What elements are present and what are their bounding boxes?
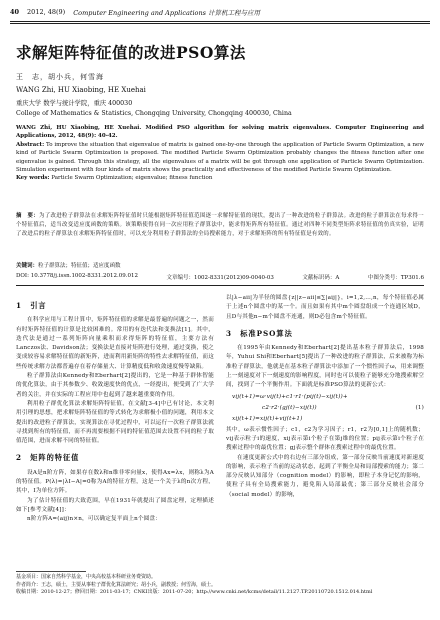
footnote [16,574,424,597]
equation-position [226,415,424,424]
journal-name: Computer Engineering and Applications 计算机工程与应用 [73,8,261,17]
paragraph: 在速度更新公式中的右边有三部分组成，第一部分反映当前速度对新速度的影响，表示粒子当前的运动状态，起到了平衡全局和局部搜索的能力；第二部分反映认知部分（cognition model）的影响，即粒子本身记忆的影响，使粒子具有全局搜索能力，避免陷入局部最优；第三部分反映社会部分（social model）的影响， [226,454,424,498]
equation-line: vij(t+1)=ω·vij(t)+c1·r1·(pij(t)−xij(t))+ [232,393,348,400]
page-number: 40 [10,8,20,16]
abstract-en [16,124,424,183]
equation-line: xij(t+1)=xij(t)+vij(t+1) [232,415,303,422]
doi: DOI: 10.3778/j.issn.1002-8331.2012.09.012 [16,273,139,279]
abstract-cn [16,212,424,240]
affiliation-cn: 重庆大学 数学与统计学院，重庆 400030 [16,100,133,107]
header-rule-thin [10,23,430,24]
clc-number: 中图分类号：TP301.6 [367,275,424,281]
keywords-en-label: Key words: [16,175,50,182]
abstract-cn-label: 摘 要： [16,213,39,219]
meta-rule [16,285,424,286]
paragraph: 其中，ω表示惯性因子；c1，c2为学习因子；r1，r2为[0,1]上的随机数；vij表示粒子i的速度，xij表示第i个粒子在第j维的位置；pij表示第i个粒子在搜索过程中的最优位置；gj表示整个群体在搜索过程中的最优位置。 [226,426,424,452]
footnote-author: 作者简介：王志，硕士，主要从事粒子群优化算法研究；胡小兵，副教授；何雪海，硕士。 [16,581,217,588]
paragraph: 粒子群算法由Kennedy和Eberhart[2]提出的，它是一种基于群体智能的优化算法，由于其参数少、收敛速度快的优点，一经提出，便受到了广大学者的关注，并在实际的工程应用中也起到了越来越重要的作用。 [16,373,214,398]
keywords-cn-line [16,261,424,269]
paragraph: 在科学应用与工程计算中，矩阵特征值的求解是最普遍的问题之一，然而有时矩阵特征值的计算是比较困难的。常用的有迭代法和变换法[1]。其中，迭代法是通过一系列矩阵向量乘积而求得矩阵的特征值，主要方法有Lanczos法、Davidson法；变换法是直接对矩阵进行处理，通过变换，使之变成较容易求解特征值的新矩阵，进而利用新矩阵的特性去求解特征值，而这些传统求解方法都普遍存在着存储量大、计算精度低和收敛速度慢等缺陷。 [16,317,214,370]
paragraph: 在1995年由Kennedy和Eberhart[2]提出基本粒子群算法后，1998年，Yuhui Shi和Eberhart[5]提出了一种改进的粒子群算法，后来被称为标准粒子群算法，他就是在基本粒子群算法中添加了一个惯性因子ω，用来调整上一刻速度对下一刻速度的影响程度，同时也可以使粒子能够充分地搜索解空间，找到了一个平衡作用。下面就是标准PSO算法的更新公式： [226,345,424,389]
paragraph: 以|λ−aii|为半径的圆盘{z||z−aii|≤∑|aij|}，i=1,2,…,n，每个特征值必属于上述n个圆盘中的某一个。而且如果有其中m个圆盘组成一个连通区域D，且D与其他n−m个圆盘不连通，则D必包含m个特征值。 [226,295,424,320]
citation: WANG Zhi, HU Xiaobing, HE Xuehai. Modified PSO algorithm for solving matrix eigenvalues. Computer Engineering and Applications, 2012, 48(9): 40-42. [16,125,424,140]
page-header [10,4,430,20]
section-heading-eigen: 2 矩阵的特征值 [16,453,80,463]
abstract-en-label: Abstract: [16,141,45,148]
paper-title: 求解矩阵特征值的改进PSO算法 [16,43,246,62]
body-left-column [16,294,214,525]
keywords-cn: 粒子群算法；特征值；适应度函数 [38,263,121,269]
body-right-column [226,294,424,500]
paragraph: 为了估计特征值的大致范围，早在1931年就提出了圆盘定理，定理描述如下[参考文献[4]]： [16,497,214,513]
issue-info: 2012, 48(9) [27,8,66,16]
section-heading-intro: 1 引言 [16,301,47,310]
footnote-fund: 基金项目：国家自然科学基金，中央高校基本科研业务费资助。 [16,574,157,580]
header-rule [10,21,430,22]
article-meta [16,273,424,281]
section-heading-pso: 3 标准PSO算法 [226,328,293,338]
footnote-dates: 收稿日期：2010-12-27；修回日期：2011-03-17；CNKI出版：2011-07-20；http://www.cnki.net/kcms/detail/11.2127.TP.20110720.1512.014.html [16,589,373,595]
keywords-cn-label: 关键词： [16,263,39,269]
abstract-en-text: To improve the situation that eigenvalue of matrix is gained one-by-one through the application of Particle Swarm Optimization, a new kind of Particle Swarm Optimization is proposed. The modified Particle Swarm Optimization probably changes the fitness function after one eigenvalue is gained. Through this strategy, all the eigenvalues of a matrix will be got through one application of Particle Swarm Optimization. Simulation experiment with four kinds of matrix shows the practicality and effectiveness of the modified Particle Swarm Optimization. [16,141,424,174]
paragraph: 设A是n阶方阵，如果存在数λ和n维非零向量x，使得Ax=λx，则称λ为A的特征值。P(λ)=|λI−A|=0称为A的特征方程，这是一个关于λ的n次方程，其中，I为单位方阵。 [16,469,214,495]
footnote-rule [16,571,86,572]
equation-line: c2·r2·(gj(t)−xij(t)) [262,404,317,411]
keywords-en: Particle Swarm Optimization; eigenvalue; fitness function [51,175,213,182]
article-number: 文章编号：1002-8331(2012)09-0040-03 [166,275,274,281]
paragraph: 利用粒子群优化算法求解矩阵特征值，在文献[3-4]中已有讨论，本文利用引理的思想，把求解矩阵特征值的等式转化为求解极小值的问题，利用本文提出的改进粒子群算法，实现算法在寻优过程中，可以运行一次粒子群算法就寻找到所有的特征值，而不再需要根据不同的特征值范围去设置不同的粒子取值范围，进而求解不同的特征值。 [16,400,214,445]
authors-cn: 王 志，胡小兵，何雪海 [16,73,104,81]
paragraph: n阶方阵A=(aij)n×n，可以确定复平面上n个圆盘： [27,516,162,523]
equation-velocity-cont [226,404,424,413]
equation-velocity [226,393,424,402]
affiliation-en: College of Mathematics & Statistics, Chongqing University, Chongqing 400030, China [16,110,292,117]
document-code: 文献标识码：A [302,275,340,281]
equation-number: (1) [415,404,424,411]
authors-en: WANG Zhi, HU Xiaobing, HE Xuehai [16,86,146,94]
abstract-cn-text: 为了改进粒子群算法在求解矩阵特征值时只能根据矩阵特征值范围逐一求解特征值的现状，提出了一种改进的粒子群算法。改进的粒子群算法在每求得一个特征值后，适当改变适应度函数的策略。该策略使得在同一次应用粒子群算法中，能求得矩阵所有特征值。通过对四种不同类型矩阵求特征值的仿真实验，证明了改进后的粒子群算法在求解矩阵特征值时，可以充分利用粒子群算法的全局搜索能力，对于求解矩阵的所有特征值是有效的。 [16,213,424,238]
